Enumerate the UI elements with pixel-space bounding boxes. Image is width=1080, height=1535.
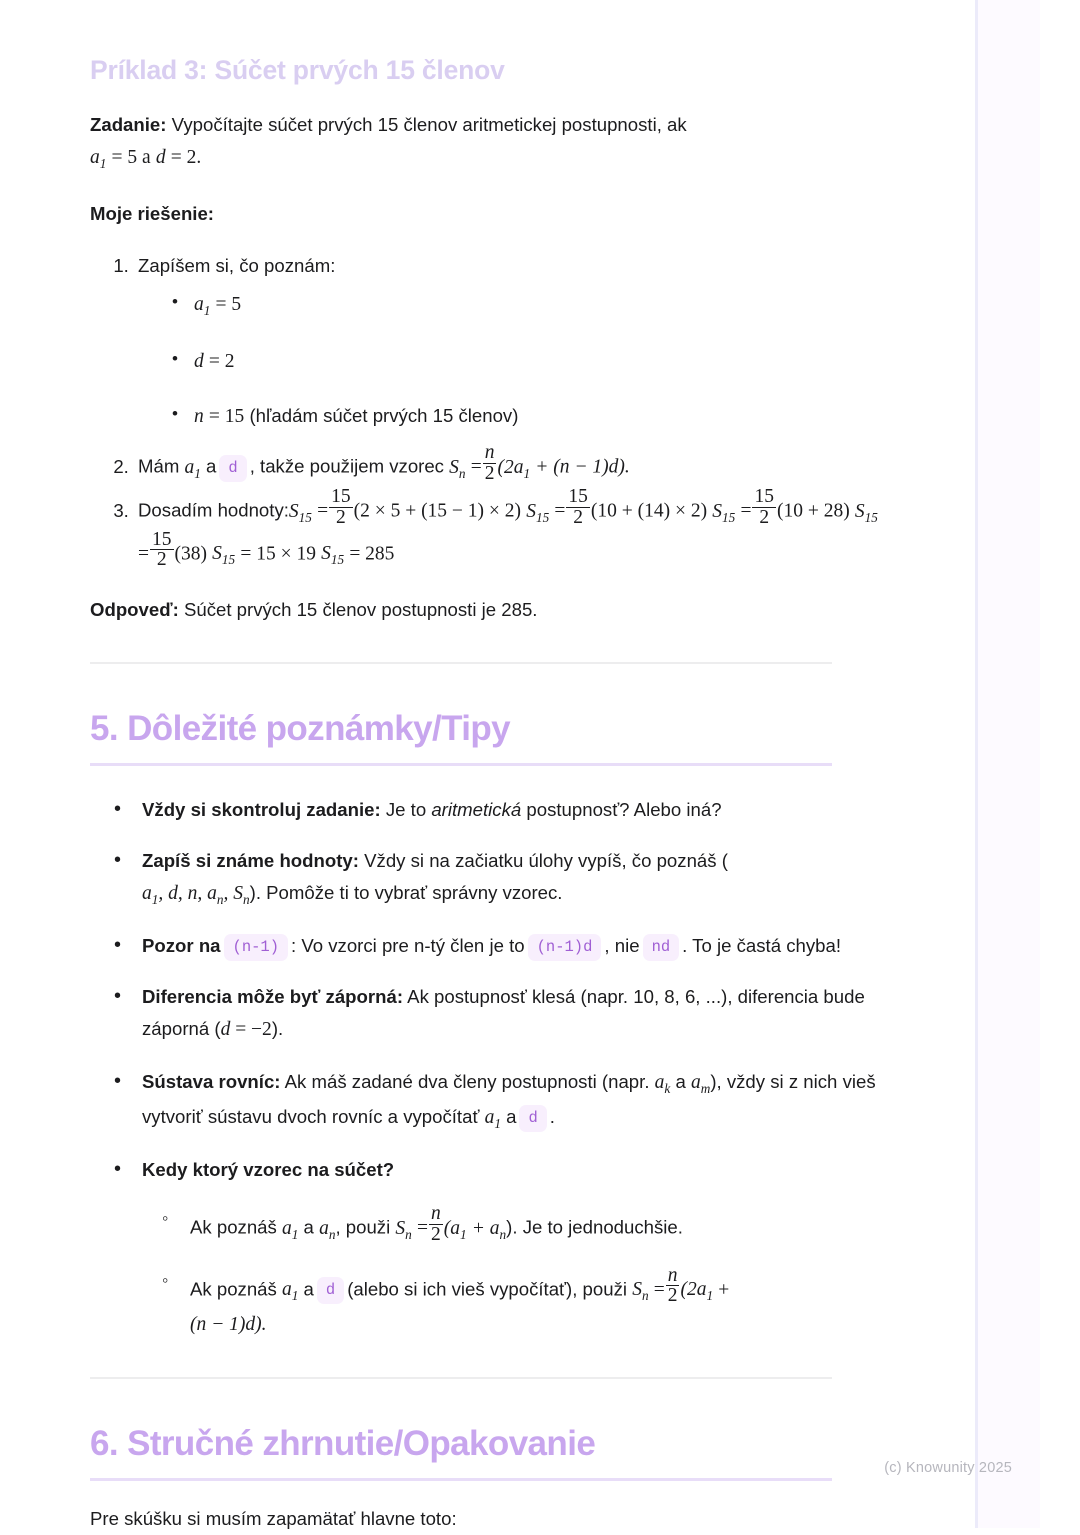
tip-system-of-equations: • Sústava rovníc: Ak máš zadané dva členy postupnosti (napr. $a_k$ a $a_m$), vždy si z nich vieš vytvoriť sústavu dvoch rovníc a vypočítať $a_1$ a d .	[108, 1066, 885, 1135]
solution-label: Moje riešenie:	[90, 202, 215, 224]
task-math-d: d	[155, 147, 166, 169]
solution-label-paragraph	[90, 198, 885, 230]
known-value-n: • n = 15 (hľadám súčet prvých 15 členov)	[172, 402, 885, 431]
section-6-underline	[90, 1478, 832, 1481]
answer-paragraph	[90, 594, 885, 626]
chip-n-minus-1: (n-1)	[224, 934, 289, 961]
step-1-text: Zapíšem si, čo poznám:	[138, 254, 336, 276]
answer-text: Súčet prvých 15 členov postupnosti je 285.	[183, 598, 538, 620]
chip-d-system: d	[519, 1105, 546, 1132]
section-5-underline	[90, 763, 832, 766]
task-math-eq2: = 2.	[170, 147, 202, 169]
chip-d-step2: d	[219, 455, 246, 482]
answer-label: Odpoveď:	[90, 598, 179, 620]
chip-d-subtip: d	[317, 1277, 344, 1304]
section-5	[90, 708, 885, 1342]
which-formula-subtips	[142, 1204, 885, 1341]
task-label: Zadanie:	[90, 114, 167, 136]
task-paragraph	[90, 109, 885, 176]
divider-after-example	[90, 662, 832, 664]
task-math-eq1: = 5 a	[111, 147, 151, 169]
section-6-intro: Pre skúšku si musím zapamätať hlavne toto:	[90, 1508, 457, 1530]
page-edge-strip	[975, 0, 1040, 1528]
section-6-heading: 6. Stručné zhrnutie/Opakovanie	[90, 1424, 596, 1464]
tip-write-knowns: • Zapíš si známe hodnoty: Vždy si na začiatku úlohy vypíš, čo poznáš ( $a_1$, d, n, $a_n$, $S_n$). Pomôže ti to vybrať správny vzorec.	[108, 845, 885, 912]
tips-list	[90, 794, 885, 1342]
tip-negative-math: d	[220, 1019, 231, 1041]
known-value-d: • d = 2	[172, 347, 885, 376]
copyright-footer: (c) Knowunity 2025	[884, 1460, 1012, 1476]
divider-after-section-5	[90, 1377, 832, 1379]
known-value-a1: • $a_1 = 5$	[172, 290, 885, 321]
chip-n-minus-1-d: (n-1)d	[528, 934, 602, 961]
chip-nd: nd	[643, 934, 680, 961]
step3-math: $S_{15}$	[288, 500, 312, 525]
step-1	[134, 250, 885, 431]
tip-watch-n-minus-1: • Pozor na (n-1) : Vo vzorci pre n-tý člen je to (n-1)d , nie nd . To je častá chyba!	[108, 930, 885, 962]
tip-negative-difference: • Diferencia môže byť záporná: Ak postupnosť klesá (napr. 10, 8, 6, ...), diferencia bude záporná (d = −2).	[108, 981, 885, 1047]
step-1-subitems	[138, 290, 885, 431]
section-5-heading: 5. Dôležité poznámky/Tipy	[90, 708, 511, 748]
tip-italic-aritmeticka: aritmetická	[431, 798, 522, 820]
tip-knowns-math: $a_1$, d, n, $a_n$, $S_n$	[142, 882, 250, 907]
task-math-a1: $a_1$	[90, 147, 107, 171]
task-text: Vypočítajte súčet prvých 15 členov aritmetickej postupnosti, ak	[171, 114, 687, 136]
fraction-n-over-2: $\frac{n}{2}$	[484, 442, 495, 484]
subtip-formula-a1-d: ◦ Ak poznáš $a_1$ a d (alebo si ich vieš vypočítať), použi $S_n$ = $\frac{n}{2}$ ($2a_1$ + (n − 1)d).	[158, 1266, 885, 1342]
solution-steps	[90, 250, 885, 572]
known-value-n-note: (hľadám súčet prvých 15 členov)	[249, 404, 519, 426]
step-2: 2. Mám $a_1$ a d , takže použijem vzorec $S_n$ = $\frac{n}{2}$ $(2a_1 + (n - 1)d)$.	[134, 443, 885, 485]
example-heading: Príklad 3: Súčet prvých 15 členov	[90, 55, 505, 85]
subtip-formula-a1-an: ◦ Ak poznáš $a_1$ a $a_n$, použi $S_n$ = $\frac{n}{2}$ $(a_1 + a_n)$. Je to jednoduchšie.	[158, 1204, 885, 1246]
step-3: 3. Dosadím $hodnoty:S_{15}$ = $\frac{15}{2}$ (2 × 5 + (15 − 1) × 2) $S_{15}$ = $\frac{15}{2}$ (10 + (14) × 2) $S_{15}$ = $\frac{15}{2}$ (10 + 28) $S_{15}$ = $\frac{15}{2}$ (38) $S_{15} = 15 \times 19$ $S_{15} = 285$	[134, 487, 885, 572]
section-6	[90, 1423, 885, 1535]
tip-check-task: • Vždy si skontroluj zadanie: Je to aritmetická postupnosť? Alebo iná?	[108, 794, 885, 826]
tip-which-formula: • Kedy ktorý vzorec na súčet? ◦ Ak poznáš $a_1$ a $a_n$, použi $S_n$ = $\frac{n}{2}$ $(a_1 + a_n)$. Je to jednoduchšie. ◦ Ak poznáš $a_1$ a d (alebo si ich vieš vypočítať), použi $S_n$ = $\frac{n}{2}$ ($2a_1$ + (n − 1)d).	[108, 1154, 885, 1341]
